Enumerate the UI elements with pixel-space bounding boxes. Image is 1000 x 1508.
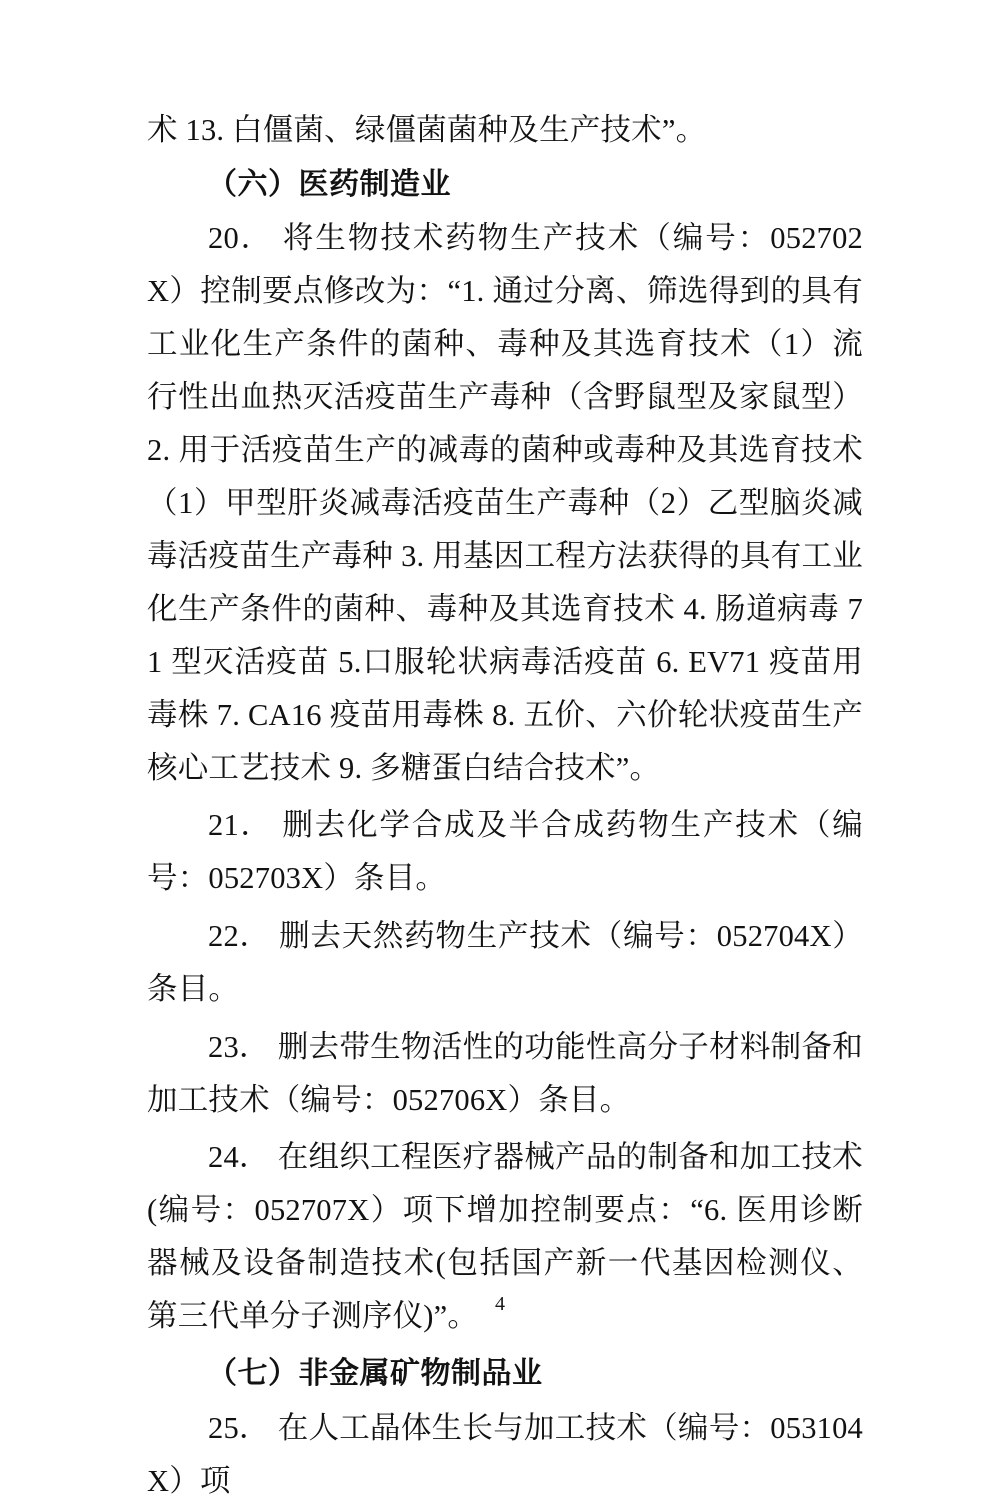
paragraph-item-13-continuation: 术 13. 白僵菌、绿僵菌菌种及生产技术”。: [147, 113, 707, 147]
paragraph-item-21: 21． 删去化学合成及半合成药物生产技术（编号：052703X）条目。: [147, 808, 863, 895]
paragraph-item-25: 25． 在人工晶体生长与加工技术（编号：053104X）项: [147, 1411, 863, 1498]
section-heading-six: （六）医药制造业: [207, 168, 451, 201]
section-heading-seven: （七）非金属矿物制品业: [207, 1357, 543, 1390]
page-number: 4: [495, 1293, 505, 1315]
paragraph-item-24: 24． 在组织工程医疗器械产品的制备和加工技术(编号：052707X）项下增加控制要点：“6. 医用诊断器械及设备制造技术(包括国产新一代基因检测仪、第三代单分子测序仪)”。: [147, 1140, 863, 1333]
paragraph-item-20: 20． 将生物技术药物生产技术（编号：052702X）控制要点修改为：“1. 通过分离、筛选得到的具有工业化生产条件的菌种、毒种及其选育技术（1）流行性出血热灭活疫苗生产毒种（含野鼠型及家鼠型） 2. 用于活疫苗生产的减毒的菌种或毒种及其选育技术（1）甲型肝炎减毒活疫苗生产毒种（2）乙型脑炎减毒活疫苗生产毒种 3. 用基因工程方法获得的具有工业化生产条件的菌种、毒种及其选育技术 4. 肠道病毒 71 型灭活疫苗 5.口服轮状病毒活疫苗 6. EV71 疫苗用毒株 7. CA16 疫苗用毒株 8. 五价、六价轮状疫苗生产核心工艺技术 9. 多糖蛋白结合技术”。: [147, 221, 863, 785]
paragraph-item-22: 22． 删去天然药物生产技术（编号：052704X）条目。: [147, 919, 863, 1006]
paragraph-item-23: 23． 删去带生物活性的功能性高分子材料制备和加工技术（编号：052706X）条目。: [147, 1030, 863, 1117]
